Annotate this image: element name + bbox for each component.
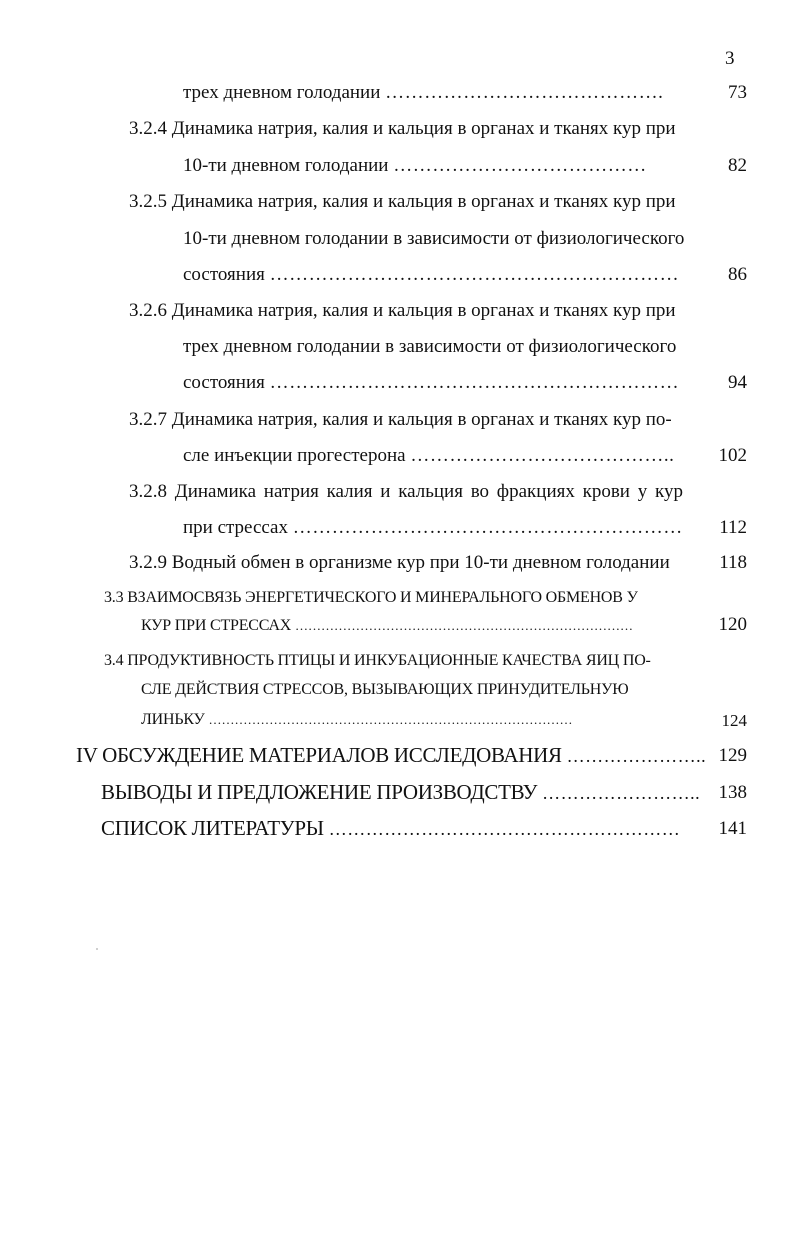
leader-dots: ………………………………………………………………………… — [208, 712, 573, 727]
toc-page-ref: 94 — [728, 372, 747, 393]
leader-dots: …………………….. — [542, 783, 701, 803]
toc-entry-text: IV ОБСУЖДЕНИЕ МАТЕРИАЛОВ ИССЛЕДОВАНИЯ — [76, 743, 562, 767]
toc-page-ref: 141 — [718, 818, 747, 839]
toc-entry-line — [183, 82, 663, 104]
toc-entry-line — [141, 617, 633, 635]
toc-page-ref: 118 — [719, 552, 747, 573]
toc-page-ref: 73 — [728, 82, 747, 103]
toc-entry-line: 3.3 ВЗАИМОСВЯЗЬ ЭНЕРГЕТИЧЕСКОГО И МИНЕРАЛЬНОГО ОБМЕНОВ У — [104, 589, 638, 606]
toc-entry-line: 10-ти дневном голодании в зависимости от физиологического — [183, 228, 685, 249]
toc-page-ref: 124 — [721, 711, 747, 730]
toc-entry-line: трех дневном голодании в зависимости от физиологического — [183, 336, 677, 357]
toc-entry-line — [101, 816, 680, 841]
leader-dots: ……………………………………………………… — [269, 264, 680, 285]
toc-entry-line — [183, 517, 683, 539]
toc-entry-text: состояния — [183, 372, 265, 393]
leader-dots: ………………………………….. — [410, 445, 675, 466]
toc-page-ref: 120 — [718, 614, 747, 635]
toc-entry-line — [183, 155, 647, 177]
toc-entry-text: КУР ПРИ СТРЕССАХ — [141, 617, 292, 634]
page-number: 3 — [725, 48, 735, 69]
toc-entry-text: ВЫВОДЫ И ПРЕДЛОЖЕНИЕ ПРОИЗВОДСТВУ — [101, 780, 538, 804]
toc-page-ref: 138 — [718, 782, 747, 803]
leader-dots: ……………………………………………………… — [269, 372, 680, 393]
toc-entry-text: 10-ти дневном голодании — [183, 155, 389, 176]
toc-page-ref: 86 — [728, 264, 747, 285]
toc-entry-line: 3.2.8 Динамика натрия калия и кальция во фракциях крови у кур — [129, 481, 683, 502]
toc-entry-line — [141, 711, 572, 729]
toc-entry-text: состояния — [183, 264, 265, 285]
toc-entry-line: 3.4 ПРОДУКТИВНОСТЬ ПТИЦЫ И ИНКУБАЦИОННЫЕ КАЧЕСТВА ЯИЦ ПО- — [104, 652, 651, 669]
toc-entry-line: 3.2.4 Динамика натрия, калия и кальция в органах и тканях кур при — [129, 118, 676, 139]
toc-entry-line — [183, 445, 674, 467]
toc-entry-text: СПИСОК ЛИТЕРАТУРЫ — [101, 816, 324, 840]
toc-page-ref: 112 — [719, 517, 747, 538]
toc-entry-text: ЛИНЬКУ — [141, 711, 205, 728]
toc-entry-line: СЛЕ ДЕЙСТВИЯ СТРЕССОВ, ВЫЗЫВАЮЩИХ ПРИНУДИТЕЛЬНУЮ — [141, 681, 629, 698]
leader-dots: …………………………………………………… — [292, 517, 683, 538]
toc-entry-line: 3.2.5 Динамика натрия, калия и кальция в органах и тканях кур при — [129, 191, 676, 212]
toc-page-ref: 102 — [718, 445, 747, 466]
leader-dots: ……………………………………. — [385, 82, 664, 103]
toc-entry-line: 3.2.9 Водный обмен в организме кур при 10-ти дневном голодании — [129, 552, 670, 573]
scan-speck — [96, 948, 98, 950]
leader-dots: ………………………………… — [393, 155, 647, 176]
toc-entry-line: 3.2.6 Динамика натрия, калия и кальция в органах и тканях кур при — [129, 300, 676, 321]
toc-entry-text: при стрессах — [183, 517, 288, 538]
leader-dots: ………………………………………………… — [328, 819, 681, 839]
toc-entry-text: сле инъекции прогестерона — [183, 445, 406, 466]
toc-entry-line — [101, 780, 700, 805]
toc-entry-line — [76, 743, 706, 768]
toc-page-ref: 82 — [728, 155, 747, 176]
toc-entry-line: 3.2.7 Динамика натрия, калия и кальция в органах и тканях кур по- — [129, 409, 672, 430]
leader-dots: …………………………………………………………………… — [294, 618, 633, 633]
toc-page-ref: 129 — [718, 745, 747, 766]
toc-entry-text: трех дневном голодании — [183, 82, 381, 103]
toc-entry-line — [183, 372, 679, 394]
leader-dots: ………………….. — [566, 746, 707, 766]
toc-entry-line — [183, 264, 679, 286]
